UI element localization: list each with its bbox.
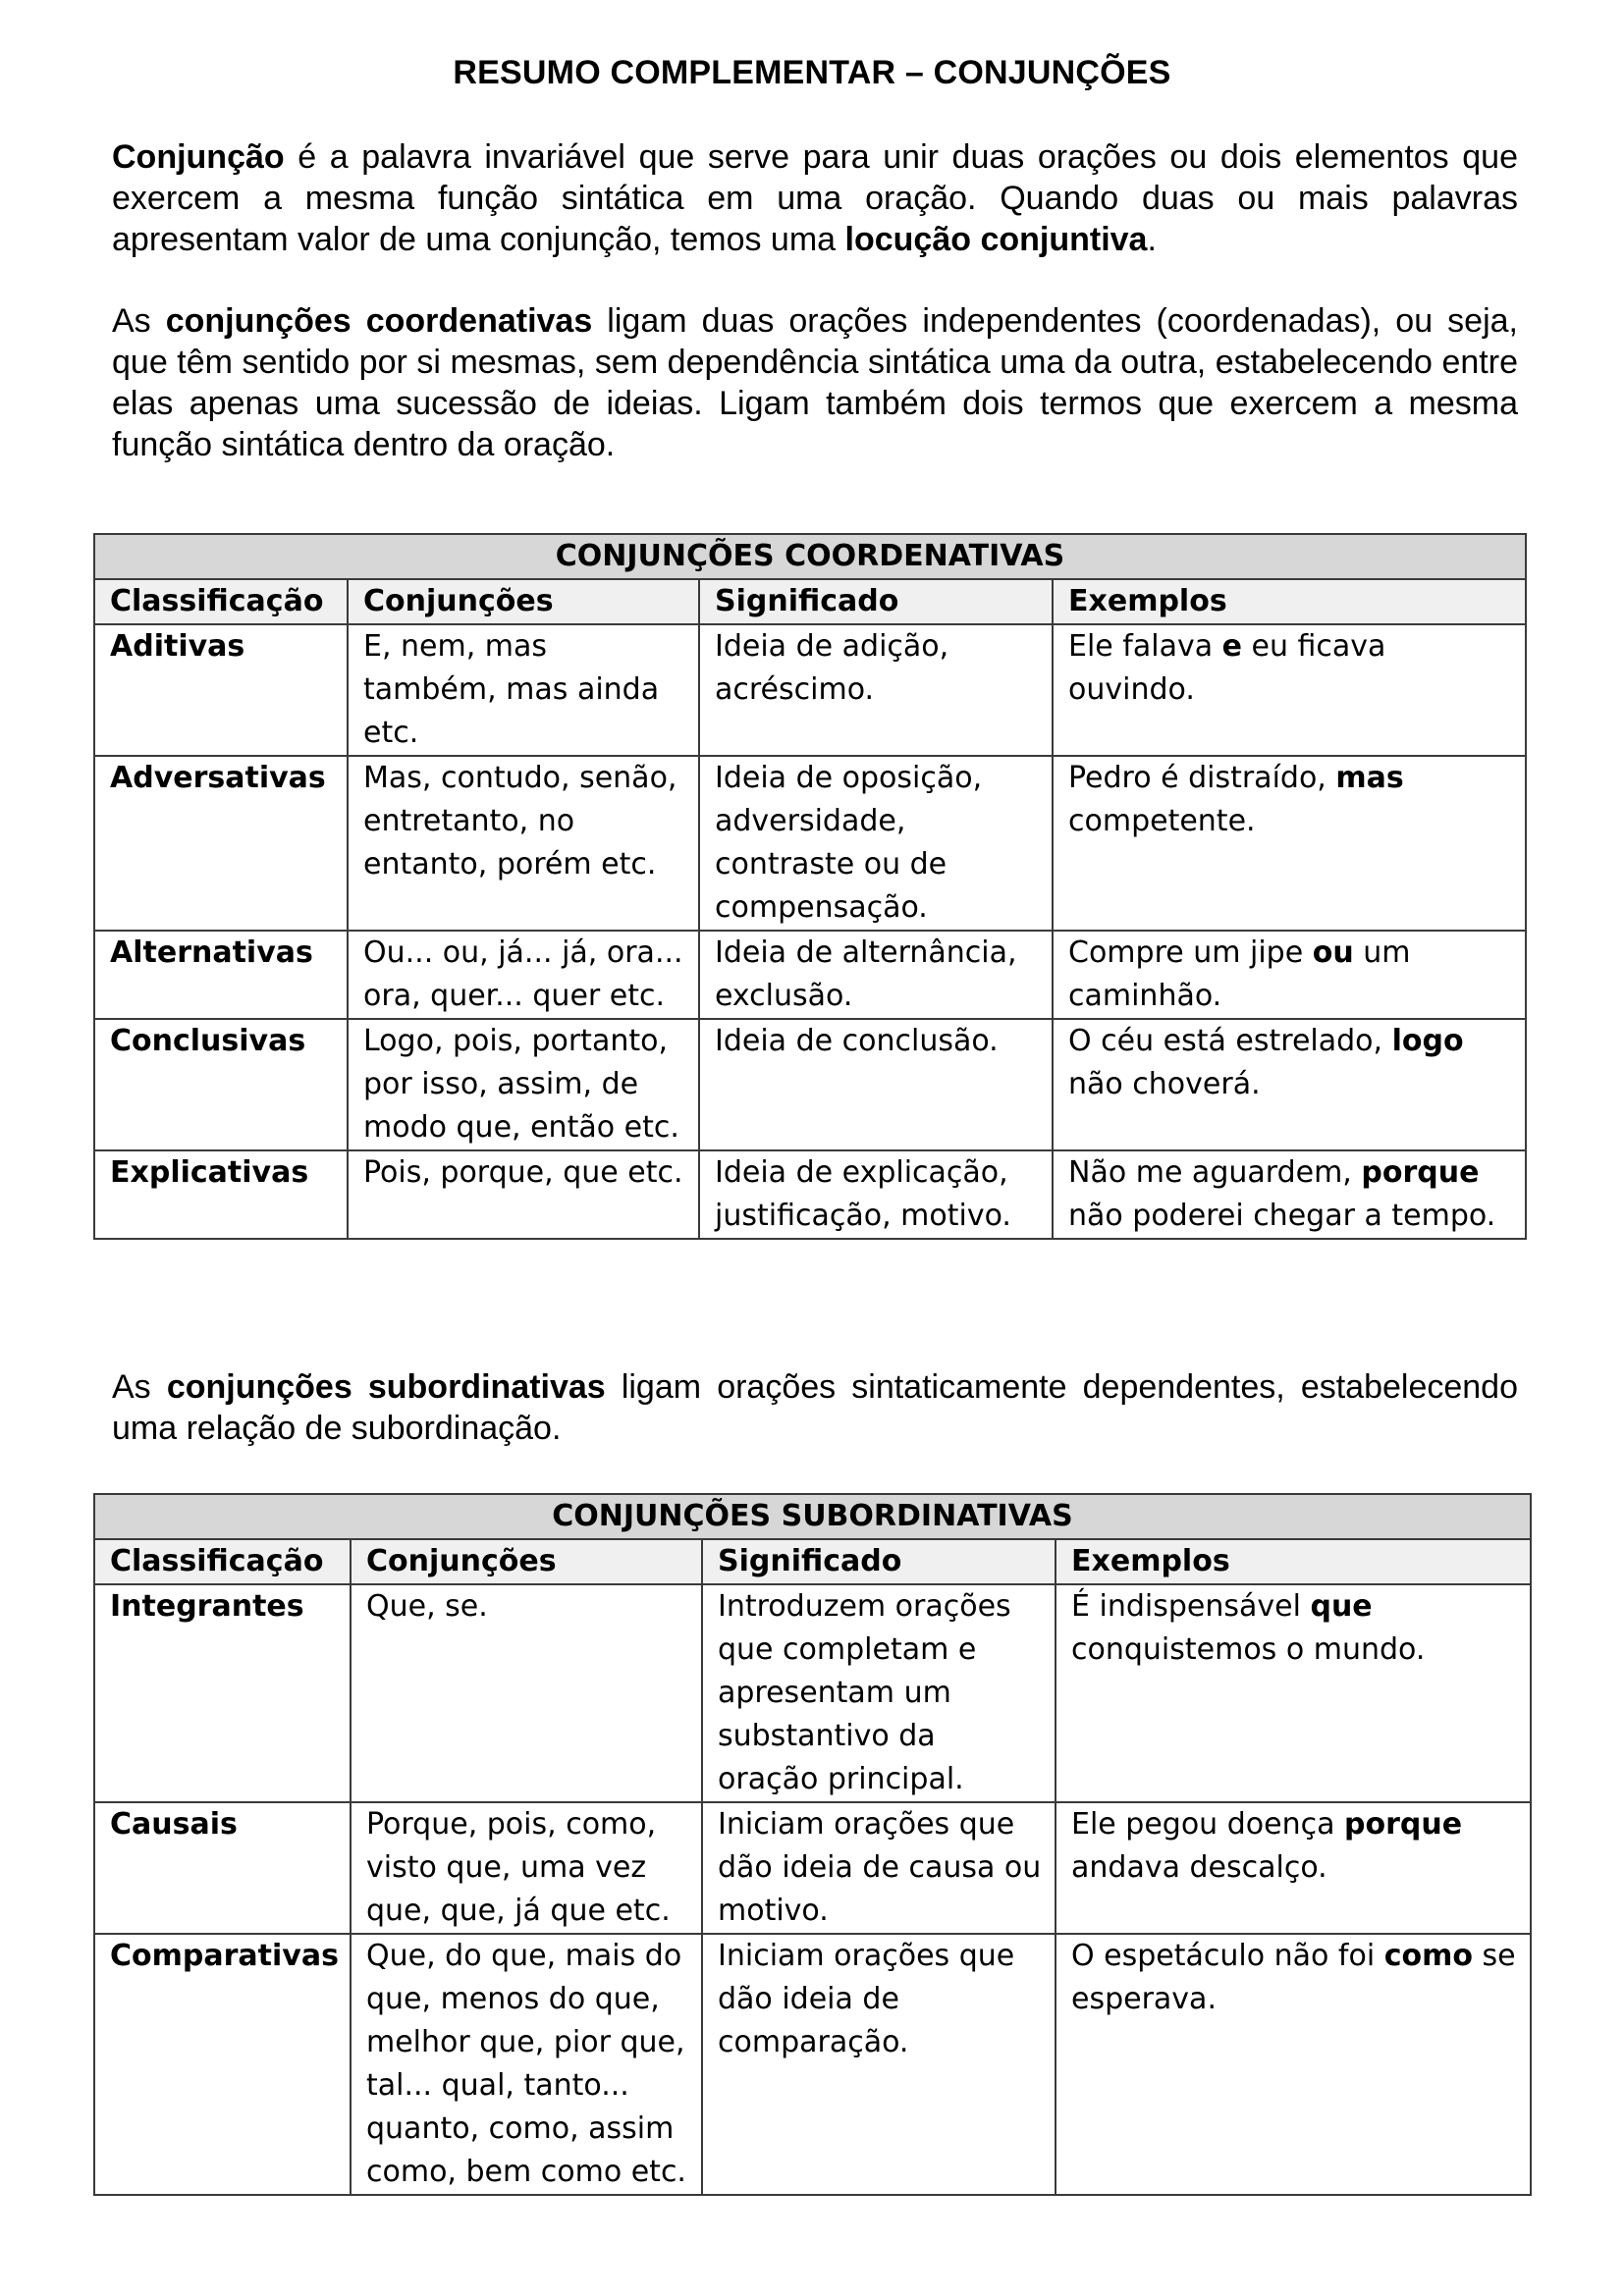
subord-table-caption: CONJUNÇÕES SUBORDINATIVAS bbox=[94, 1494, 1531, 1539]
subord-header-exemplos: Exemplos bbox=[1056, 1539, 1531, 1584]
exemplo-pre: Pedro é distraído, bbox=[1068, 761, 1336, 795]
intro-text-a: é a palavra invariável que serve para unir duas orações ou dois elementos que exercem a mesma função sintática em uma oração. Quando duas ou mais palavras apresentam valor de uma conjunção, temos uma bbox=[112, 138, 1518, 258]
coord-intro-prefix: As bbox=[112, 302, 166, 340]
conjuncoes-cell: Porque, pois, como, visto que, uma vez que, que, já que etc. bbox=[351, 1802, 702, 1934]
exemplo-cell bbox=[1056, 1802, 1531, 1934]
classificacao-cell: Aditivas bbox=[94, 624, 348, 756]
conjuncoes-cell: E, nem, mas também, mas ainda etc. bbox=[348, 624, 699, 756]
coord-table bbox=[93, 533, 1527, 1240]
classificacao-cell: Alternativas bbox=[94, 931, 348, 1019]
exemplo-post: eu ficava ouvindo. bbox=[1068, 629, 1386, 707]
exemplo-post: não choverá. bbox=[1068, 1067, 1261, 1101]
subord-intro-prefix: As bbox=[112, 1368, 167, 1406]
table-row bbox=[94, 1802, 1531, 1934]
table-row bbox=[94, 1150, 1526, 1239]
conjuncoes-cell: Ou... ou, já... já, ora... ora, quer... quer etc. bbox=[348, 931, 699, 1019]
coord-header-significado: Significado bbox=[699, 579, 1053, 624]
exemplo-post: se esperava. bbox=[1071, 1939, 1516, 2016]
coord-intro-term: conjunções coordenativas bbox=[165, 302, 593, 340]
coord-table-caption: CONJUNÇÕES COORDENATIVAS bbox=[94, 534, 1526, 579]
classificacao-cell: Adversativas bbox=[94, 756, 348, 931]
exemplo-pre: É indispensável bbox=[1071, 1589, 1311, 1624]
subord-header-conjuncoes: Conjunções bbox=[351, 1539, 702, 1584]
subord-header-significado: Significado bbox=[702, 1539, 1056, 1584]
conjuncoes-cell: Que, se. bbox=[351, 1584, 702, 1802]
exemplo-cell bbox=[1053, 931, 1526, 1019]
intro-paragraph bbox=[112, 136, 1518, 260]
exemplo-post: andava descalço. bbox=[1071, 1850, 1327, 1885]
classificacao-cell: Explicativas bbox=[94, 1150, 348, 1239]
conjuncoes-cell: Que, do que, mais do que, menos do que, melhor que, pior que, tal... qual, tanto... quanto, como, assim como, bem como etc. bbox=[351, 1934, 702, 2195]
coord-intro-text: ligam duas orações independentes (coordenadas), ou seja, que têm sentido por si mesmas, sem dependência sintática uma da outra, estabelecendo entre elas apenas uma sucessão de ideias. Ligam também dois termos que exercem a mesma função sintática dentro da oração. bbox=[112, 302, 1518, 463]
significado-cell: Ideia de adição, acréscimo. bbox=[699, 624, 1053, 756]
exemplo-pre: Ele pegou doença bbox=[1071, 1807, 1345, 1842]
exemplo-post: conquistemos o mundo. bbox=[1071, 1632, 1426, 1667]
significado-cell: Ideia de explicação, justificação, motivo. bbox=[699, 1150, 1053, 1239]
coord-header-classificacao: Classificação bbox=[94, 579, 348, 624]
exemplo-cell bbox=[1056, 1584, 1531, 1802]
classificacao-cell: Conclusivas bbox=[94, 1019, 348, 1150]
exemplo-cell bbox=[1053, 1019, 1526, 1150]
subord-intro-text: ligam orações sintaticamente dependentes, estabelecendo uma relação de subordinação. bbox=[112, 1368, 1519, 1447]
exemplo-pre: O espetáculo não foi bbox=[1071, 1939, 1384, 1973]
conjuncoes-cell: Logo, pois, portanto, por isso, assim, de modo que, então etc. bbox=[348, 1019, 699, 1150]
classificacao-cell: Integrantes bbox=[94, 1584, 351, 1802]
exemplo-keyword: logo bbox=[1391, 1024, 1464, 1058]
exemplo-pre: Ele falava bbox=[1068, 629, 1222, 664]
exemplo-post: não poderei chegar a tempo. bbox=[1068, 1199, 1496, 1233]
subord-table bbox=[93, 1493, 1532, 2196]
coord-intro-paragraph bbox=[112, 300, 1518, 465]
significado-cell: Iniciam orações que dão ideia de comparação. bbox=[702, 1934, 1056, 2195]
exemplo-pre: Não me aguardem, bbox=[1068, 1155, 1362, 1190]
significado-cell: Ideia de oposição, adversidade, contraste ou de compensação. bbox=[699, 756, 1053, 931]
table-row bbox=[94, 931, 1526, 1019]
table-row bbox=[94, 1019, 1526, 1150]
significado-cell: Ideia de alternância, exclusão. bbox=[699, 931, 1053, 1019]
significado-cell: Iniciam orações que dão ideia de causa ou motivo. bbox=[702, 1802, 1056, 1934]
coord-header-conjuncoes: Conjunções bbox=[348, 579, 699, 624]
coord-header-exemplos: Exemplos bbox=[1053, 579, 1526, 624]
table-row bbox=[94, 624, 1526, 756]
exemplo-cell bbox=[1053, 756, 1526, 931]
classificacao-cell: Comparativas bbox=[94, 1934, 351, 2195]
table-row bbox=[94, 756, 1526, 931]
intro-term2: locução conjuntiva bbox=[844, 221, 1148, 258]
exemplo-keyword: mas bbox=[1335, 761, 1404, 795]
exemplo-keyword: porque bbox=[1361, 1155, 1480, 1190]
exemplo-post: competente. bbox=[1068, 804, 1256, 838]
conjuncoes-cell: Mas, contudo, senão, entretanto, no entanto, porém etc. bbox=[348, 756, 699, 931]
table-row bbox=[94, 1584, 1531, 1802]
exemplo-keyword: porque bbox=[1344, 1807, 1463, 1842]
exemplo-keyword: ou bbox=[1312, 935, 1354, 970]
significado-cell: Introduzem orações que completam e apresentam um substantivo da oração principal. bbox=[702, 1584, 1056, 1802]
table-row bbox=[94, 1934, 1531, 2195]
exemplo-post: um caminhão. bbox=[1068, 935, 1411, 1013]
exemplo-keyword: como bbox=[1383, 1939, 1473, 1973]
page-title: RESUMO COMPLEMENTAR – CONJUNÇÕES bbox=[453, 54, 1171, 91]
conjuncoes-cell: Pois, porque, que etc. bbox=[348, 1150, 699, 1239]
exemplo-keyword: e bbox=[1221, 629, 1242, 664]
exemplo-cell bbox=[1053, 624, 1526, 756]
exemplo-pre: Compre um jipe bbox=[1068, 935, 1313, 970]
subord-intro-paragraph bbox=[112, 1366, 1518, 1449]
significado-cell: Ideia de conclusão. bbox=[699, 1019, 1053, 1150]
subord-intro-term: conjunções subordinativas bbox=[166, 1368, 606, 1406]
classificacao-cell: Causais bbox=[94, 1802, 351, 1934]
exemplo-cell bbox=[1053, 1150, 1526, 1239]
exemplo-keyword: que bbox=[1310, 1589, 1373, 1624]
intro-term: Conjunção bbox=[112, 138, 285, 176]
subord-header-classificacao: Classificação bbox=[94, 1539, 351, 1584]
exemplo-pre: O céu está estrelado, bbox=[1068, 1024, 1392, 1058]
exemplo-cell bbox=[1056, 1934, 1531, 2195]
intro-text-b: . bbox=[1147, 221, 1157, 258]
